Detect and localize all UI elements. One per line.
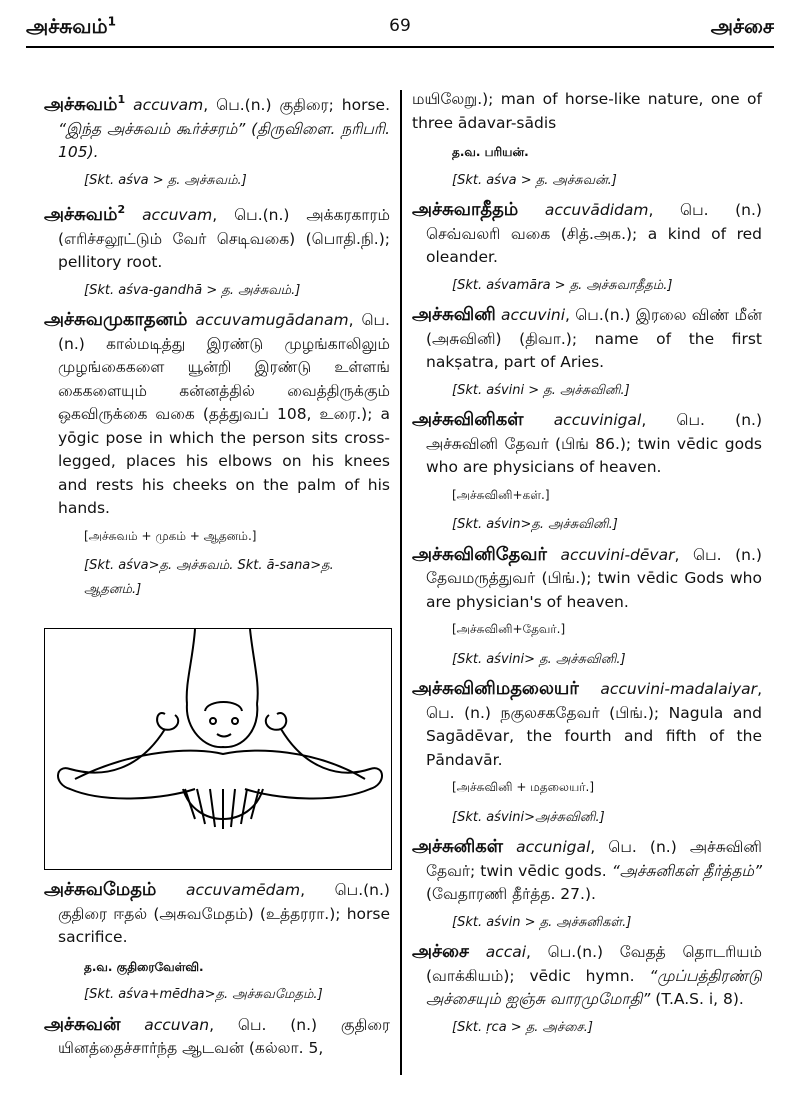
header-left-headword: அச்சுவம்$^1$	[26, 14, 116, 38]
yoga-pose-illustration	[44, 628, 392, 870]
derivation-note: [அச்சுவினி+கள்.]	[452, 487, 550, 502]
etymology: [Skt. aśvini> த. அச்சுவினி.]	[452, 651, 626, 667]
tamil-equivalent: த.வ. குதிரைவேள்வி.	[84, 959, 204, 974]
etymology: [Skt. aśvin > த. அச்சுனிகள்.]	[452, 914, 632, 930]
dictionary-entry	[412, 198, 762, 270]
etymology: [Skt. aśvamāra > த. அச்சுவாதீதம்.]	[452, 277, 673, 293]
derivation-note: [அச்சுவினி+தேவர்.]	[452, 622, 566, 636]
source: (வேதாரணி தீர்த்த. 27.).	[426, 885, 596, 903]
definition: , பெ.(n.) குதிரை ஈதல் (அசுவமேதம்) (உத்தரரா.); horse sacrifice.	[58, 881, 390, 946]
transliteration: accuvini	[501, 306, 566, 324]
dictionary-entry	[44, 88, 390, 165]
dictionary-entry	[412, 677, 762, 772]
etymology: [Skt. aśvini>அச்சுவினி.]	[452, 809, 605, 825]
definition: , பெ. (n.) அச்சுவினி தேவர் (பிங் 86.); twin vēdic gods who are physicians of heaven.	[426, 411, 762, 476]
transliteration: accuvamēdam	[186, 881, 301, 899]
etymology: [Skt. aśva > த. அச்சுவன்.]	[452, 172, 617, 188]
dictionary-entry	[412, 543, 762, 615]
transliteration: accunigal	[516, 838, 591, 856]
source: (T.A.S. i, 8).	[650, 990, 744, 1008]
header-right-headword: அச்சை	[710, 14, 774, 38]
quotation: “இந்த அச்சுவம் கூர்ச்சரம்”	[58, 119, 246, 138]
page-number: 69	[389, 16, 411, 36]
dictionary-entry	[44, 308, 390, 521]
definition: , பெ.(n.) இரலை விண் மீன் (அசுவினி) (திவா.); name of the first nakṣatra, part of Aries.	[426, 306, 762, 371]
transliteration: accuvini-madalaiyar	[600, 680, 758, 698]
headword: அச்சுவமுகாதனம்	[44, 309, 188, 330]
headword: அச்சுவினிகள்	[412, 409, 524, 430]
etymology: [Skt. ṛca > த. அச்சை.]	[452, 1019, 593, 1035]
entry-continuation: மயிலேறு.); man of horse-like nature, one of three ādavar-sādis	[412, 90, 762, 132]
definition: , பெ.(n.) வேதத் தொடரியம் (வாக்கியம்); vēdic hymn.	[426, 943, 762, 985]
dictionary-entry	[44, 1013, 390, 1061]
source: (திருவிளை. நரிபரி. 105).	[58, 119, 390, 161]
transliteration: accuvinigal	[553, 411, 642, 429]
etymology: [Skt. aśva+mēdha>த. அச்சுவமேதம்.]	[84, 987, 323, 1002]
transliteration: accuvini-dēvar	[560, 545, 675, 564]
transliteration: accuvan	[144, 1015, 210, 1034]
etymology: [Skt. aśva>த. அச்சுவம். Skt. ā-sana>த. ஆதனம்.]	[84, 558, 334, 597]
dictionary-entry	[44, 198, 390, 275]
dictionary-entry	[412, 940, 762, 1012]
definition: , பெ.(n.) குதிரை; horse.	[203, 96, 390, 114]
quotation: “அச்சுனிகள் தீர்த்தம்”	[611, 861, 762, 880]
definition: , பெ. (n.) கால்மடித்து இரண்டு முழங்காலிலும் முழங்கைகளை யூன்றி இரண்டு உள்ளங் கைகளையும் கன்னத்தில் வைத்திருக்கும் ஒகவிருக்கை வகை (தத்துவப் 108, உரை.); a yōgic pose in which the person sits cross-legged, places his elbows on his knees and rests his cheeks on the palm of his hands.	[58, 311, 390, 517]
etymology: [Skt. aśvin>த. அச்சுவினி.]	[452, 517, 618, 532]
definition: , பெ. (n.) தேவமருத்துவர் (பிங்.); twin vēdic Gods who are physician's of heaven.	[426, 545, 762, 611]
column-divider	[400, 90, 402, 1075]
quotation: “முப்பத்திரண்டு அச்சையும் ஐஞ்சு வாரமுமோதி”	[426, 966, 762, 1008]
definition: , பெ. (n.) நகுலசகதேவர் (பிங்.); Nagula and Sagādēvar, the fourth and fifth of the Pāndavār.	[426, 680, 762, 769]
dictionary-entry	[412, 835, 762, 907]
definition: , பெ.(n.) அக்கரகாரம் (எரிச்சலூட்டும் வேர் செடிவகை) (பொதி.நி.); pellitory root.	[58, 206, 390, 271]
right-column	[412, 88, 762, 1045]
headword: அச்சுவமேதம்	[44, 879, 157, 900]
transliteration: accuvam	[142, 206, 213, 224]
headword: அச்சுவினி	[412, 304, 496, 325]
transliteration: accuvādidam	[544, 201, 649, 219]
dictionary-entry	[412, 303, 762, 375]
derivation-note: [அச்சுவினி + மதலையர்.]	[452, 780, 595, 794]
etymology: [Skt. aśvini > த. அச்சுவினி.]	[452, 382, 630, 398]
definition: , பெ. (n.) குதிரை யினத்தைச்சார்ந்த ஆடவன் (கல்லா. 5,	[58, 1015, 390, 1057]
headword: அச்சுவாதீதம்	[412, 199, 519, 220]
seated-figure-drawing	[45, 629, 391, 869]
transliteration: accai	[485, 943, 527, 961]
tamil-equivalent: த.வ. பரியன்.	[452, 145, 529, 159]
headword: அச்சுனிகள்	[412, 836, 504, 857]
dictionary-entry	[44, 878, 390, 950]
headword: அச்சுவம்$^2$	[44, 203, 126, 225]
dictionary-entry	[412, 408, 762, 480]
headword: அச்சை	[412, 941, 469, 962]
etymology: [Skt. aśva > த. அச்சுவம்.]	[84, 172, 247, 188]
headword: அச்சுவினிதேவர்	[412, 543, 547, 565]
headword: அச்சுவினிமதலையர்	[412, 678, 579, 699]
headword: அச்சுவம்$^1$	[44, 93, 126, 115]
left-column-lower	[44, 878, 390, 1065]
transliteration: accuvamugādanam	[195, 311, 349, 329]
page-header	[26, 8, 774, 48]
etymology: [Skt. aśva-gandhā > த. அச்சுவம்.]	[84, 282, 301, 298]
derivation-note: [அச்சுவம் + முகம் + ஆதனம்.]	[84, 528, 257, 543]
header-rule	[26, 46, 774, 48]
left-column	[44, 88, 390, 607]
definition: , பெ. (n.) செவ்வலரி வகை (சித்.அக.); a kind of red oleander.	[426, 201, 762, 266]
headword: அச்சுவன்	[44, 1013, 121, 1035]
definition: , பெ. (n.) அச்சுவினி தேவர்; twin vēdic gods.	[426, 838, 762, 880]
transliteration: accuvam	[133, 96, 204, 114]
